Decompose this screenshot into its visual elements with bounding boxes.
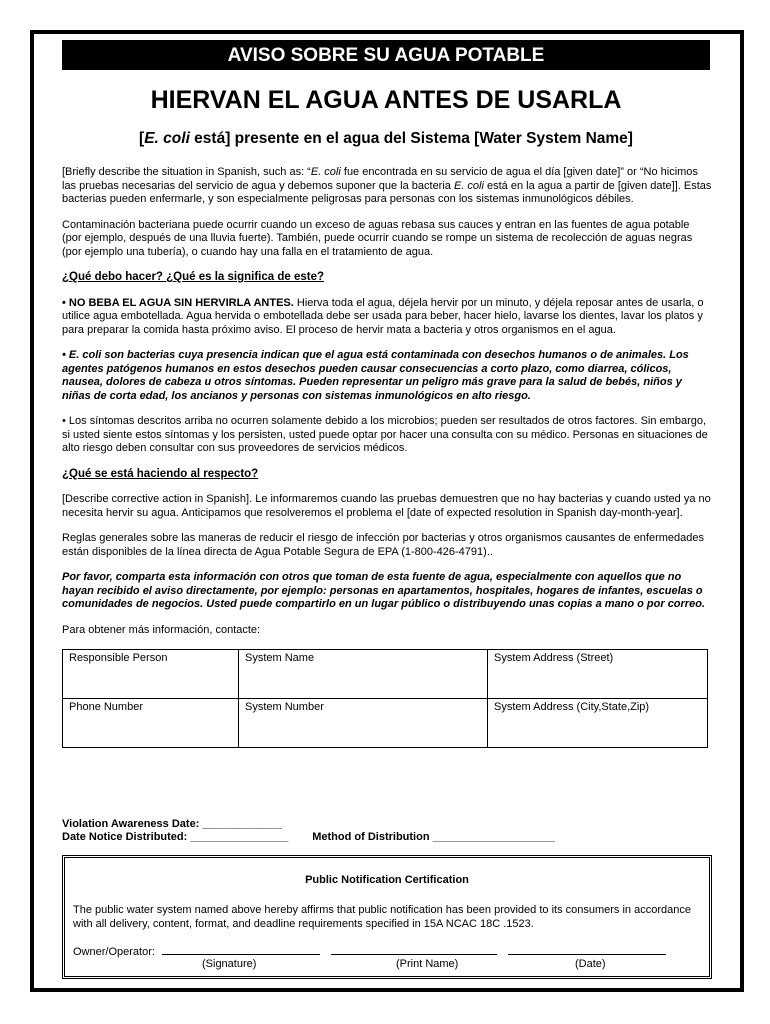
ecoli-bullet: • E. coli son bacterias cuya presencia indican que el agua está contaminada con desechos humanos o de animales. Los agentes patógenos humanos en estos desechos pueden causar consecuencias a corto plazo, como diarrea, cólicos, nausea, dolores de cabeza u otros síntomas. Pueden representar un peligro más grave para la salud de bebés, niños y niñas de corta edad, los ancianos y personas con sistemas inmunológicos en alto riesgo.: [62, 349, 689, 402]
certification-title: Public Notification Certification: [305, 874, 469, 886]
table-row: [63, 650, 708, 699]
contact-table: [62, 649, 708, 748]
share-paragraph: Por favor, comparta esta información con otros que toman de esta fuente de agua, especialmente con aquellos que no hayan recibido el aviso directamente, por ejemplo: personas en apartamentos, hospitales, hogares de infantes, escuelas o comunidades de negocios. Usted puede compartirlo en un lugar público o distribuyendo unas copias a mano o por correo.: [62, 571, 705, 610]
certification-box: [62, 855, 712, 979]
system-number-cell[interactable]: System Number: [239, 699, 488, 748]
system-address-street-cell[interactable]: System Address (Street): [488, 650, 708, 699]
what-is-being-done-heading: ¿Qué se está haciendo al respecto?: [62, 467, 259, 480]
p1-part-c: está en la agua a partir de [given date]]. Estas bacterias pueden enfermarle, y son especialmente peligrosas para personas con los sistemas inmunológicos débiles.: [62, 179, 712, 205]
corrective-action-paragraph: [Describe corrective action in Spanish]. Le informaremos cuando las pruebas demuestren que no hay bacterias y cuando usted ya no necesita hervir su agua. Anticipamos que resolveremos el problema el [date of expected resolution in Spanish day-month-year].: [62, 493, 711, 519]
p1-ecoli-1: E. coli: [310, 166, 341, 178]
date-notice-distributed[interactable]: Date Notice Distributed: ________________: [62, 831, 289, 843]
date-label: (Date): [575, 958, 606, 970]
date-line[interactable]: [508, 944, 666, 955]
print-name-label: (Print Name): [396, 958, 459, 970]
situation-paragraph: [62, 166, 712, 207]
violation-awareness-date[interactable]: Violation Awareness Date: _____________: [62, 818, 282, 830]
p1-ecoli-2: E. coli: [453, 179, 484, 192]
p1-part-a: [Briefly describe the situation in Spanish, such as: “: [62, 166, 311, 178]
subtitle-ecoli: E. coli: [144, 130, 190, 147]
phone-number-cell[interactable]: Phone Number: [63, 699, 239, 748]
print-name-line[interactable]: [331, 944, 497, 955]
certification-text: The public water system named above hereby affirms that public notification has been provided to its consumers in accordance with all delivery, content, format, and deadline requirements specified in 15A NCAC 18C .1523.: [73, 904, 691, 930]
system-address-city-cell[interactable]: System Address (City,State,Zip): [488, 699, 708, 748]
owner-operator-label: Owner/Operator:: [73, 946, 155, 958]
owner-operator-row: [73, 944, 701, 958]
responsible-person-cell[interactable]: Responsible Person: [63, 650, 239, 699]
system-name-cell[interactable]: System Name: [239, 650, 488, 699]
notice-body: [62, 166, 712, 748]
dates-section: [62, 818, 555, 844]
p1-part-b: fue encontrada en su servicio de agua el día [given date]” or “No hicimos las pruebas necesarias del servicio de agua y debemos suponer que la bacteria: [62, 166, 698, 192]
signature-labels: [65, 958, 709, 972]
boil-bullet-bold: • NO BEBA EL AGUA SIN HERVIRLA ANTES.: [62, 296, 294, 309]
what-should-i-do-heading: ¿Qué debo hacer? ¿Qué es la significa de este?: [62, 271, 325, 283]
symptoms-bullet: • Los síntomas descritos arriba no ocurren solamente debido a los microbios; pueden ser resultados de otros factores. Sin embargo, si usted siente estos síntomas y los persisten, usted puede optar por hacer una consulta con su médico. Personas en situaciones de alto riesgo deben consultar con sus proveedores de servicios médicos.: [62, 415, 708, 454]
distribution-row: [62, 831, 555, 844]
signature-label: (Signature): [202, 958, 257, 970]
contact-label: Para obtener más información, contacte:: [62, 623, 261, 636]
method-of-distribution[interactable]: Method of Distribution ____________________: [312, 831, 555, 843]
epa-hotline-paragraph: Reglas generales sobre las maneras de reducir el riesgo de infección por bacterias y otros organismos causantes de enfermedades están disponibles de la línea directa de Agua Potable Segura de EPA (1-800-426-4791)..: [62, 532, 705, 558]
subtitle-open: [: [139, 130, 145, 147]
page-title: HIERVAN EL AGUA ANTES DE USARLA: [150, 86, 622, 114]
signature-line[interactable]: [162, 944, 320, 955]
table-row: [63, 699, 708, 748]
subtitle-rest: está] presente en el agua del Sistema [Water System Name]: [189, 130, 633, 147]
subtitle: [62, 130, 710, 148]
notice-banner: AVISO SOBRE SU AGUA POTABLE: [62, 40, 710, 70]
contamination-paragraph: Contaminación bacteriana puede ocurrir cuando un exceso de aguas rebasa sus cauces y entran en las fuentes de agua potable (por ejemplo, después de una lluvia fuerte). También, puede ocurrir cuando se rompe un sistema de recolección de aguas negras (por ejemplo una tubería), o cuando hay una falla en el tratamiento de agua.: [62, 218, 693, 258]
boil-bullet: [62, 297, 712, 338]
boil-bullet-rest: Hierva toda el agua, déjela hervir por un minuto, y déjela reposar antes de usarla, o utilice agua embotellada. Agua hervida o embotellada debe ser usada para beber, hacer hielo, lavarse los dientes, lavar los platos y para preparar la comida hasta próximo aviso. El proceso de hervir mata a bacteria y otros organismos en el agua.: [62, 296, 704, 336]
